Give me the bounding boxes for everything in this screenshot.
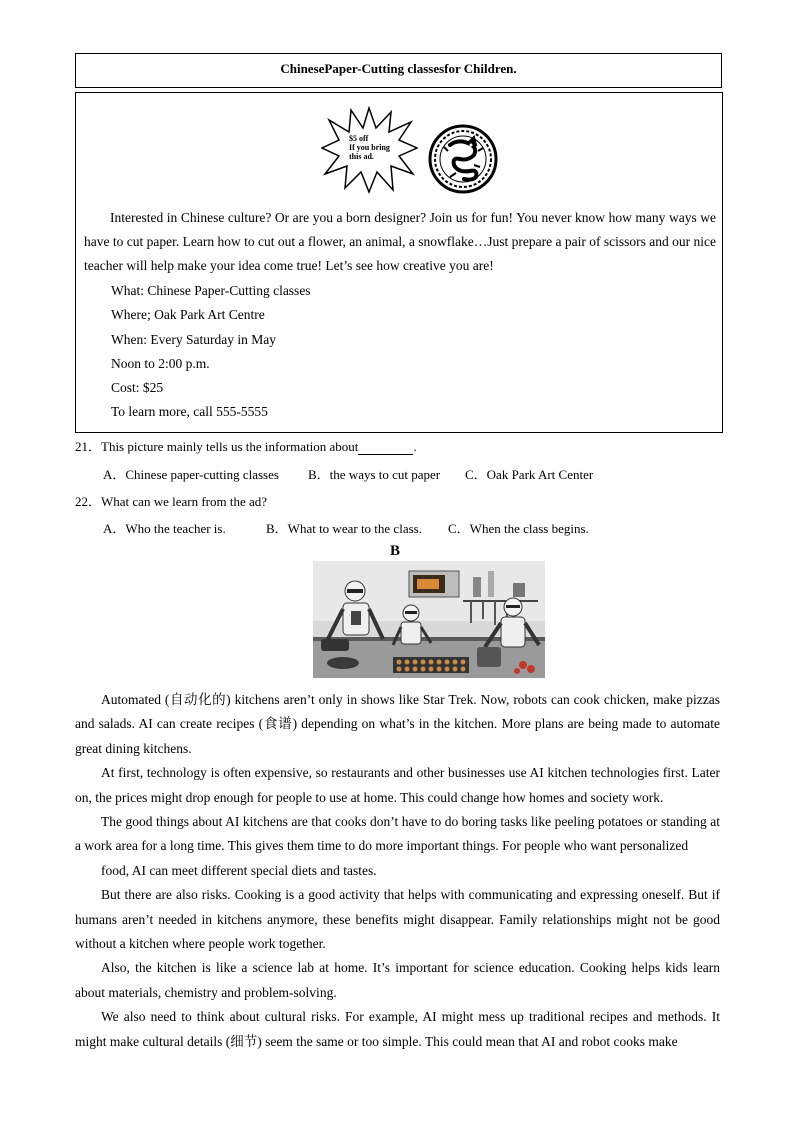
dragon-seal-icon — [428, 121, 498, 197]
robot-kitchen-image — [313, 561, 545, 678]
question-22: 22．What can we learn from the ad? — [75, 494, 268, 509]
section-b-label: B — [390, 543, 401, 559]
article-paragraph: At first, technology is often expensive, so restaurants and other businesses use AI kitchen technologies first. Later on, the prices might drop enough for people to use at home. This could change how homes and society work. — [75, 765, 720, 805]
burst-line: If you bring — [349, 143, 390, 152]
option-22-a: A．Who the teacher is. — [103, 521, 226, 536]
question-stem: 21．This picture mainly tells us the information about — [75, 439, 359, 454]
answer-blank — [358, 442, 413, 455]
option-22-b: B．What to wear to the class. — [266, 521, 422, 536]
article-paragraph: food, AI can meet different special diets and tastes. — [101, 862, 377, 878]
ad-time: Noon to 2:00 p.m. — [111, 356, 210, 371]
option-21-a: A．Chinese paper-cutting classes — [103, 467, 279, 482]
ad-cost: Cost: $25 — [111, 380, 164, 395]
article-paragraph: The good things about AI kitchens are that cooks don’t have to do boring tasks like peeling potatoes or standing at a work area for a long time. This gives them time to do more important things. For people who want personalized — [75, 814, 720, 854]
question-end: . — [413, 439, 417, 454]
article-paragraph: We also need to think about cultural risks. For example, AI might mess up traditional recipes and methods. It might make cultural details (细节) seem the same or too simple. This could mean that AI and robot cooks make — [75, 1009, 720, 1049]
ad-where: Where; Oak Park Art Centre — [111, 307, 265, 322]
ad-title: ChinesePaper-Cutting classesfor Children. — [75, 53, 722, 88]
ad-when: When: Every Saturday in May — [111, 332, 276, 347]
burst-line: $5 off — [349, 134, 369, 143]
question-21 — [75, 436, 417, 455]
article-paragraph: Also, the kitchen is like a science lab at home. It’s important for science education. Cooking helps kids learn about materials, chemistry and problem-solving. — [75, 960, 720, 1000]
option-21-b: B．the ways to cut paper — [308, 467, 441, 482]
article-paragraph: Automated (自动化的) kitchens aren’t only in shows like Star Trek. Now, robots can cook chicken, make pizzas and salads. AI can create recipes (食谱) depending on what’s in the kitchen. More plans are being made to automate great dining kitchens. — [75, 692, 720, 756]
option-21-c: C．Oak Park Art Center — [465, 467, 594, 482]
burst-line: this ad. — [349, 152, 374, 161]
ad-box — [75, 92, 723, 433]
ad-intro — [84, 206, 716, 278]
ad-contact: To learn more, call 555-5555 — [111, 404, 268, 419]
discount-text — [349, 134, 409, 161]
option-22-c: C．When the class begins. — [448, 521, 589, 536]
ad-intro-text: Interested in Chinese culture? Or are you a born designer? Join us for fun! You never know how many ways we have to cut paper. Learn how to cut out a flower, an animal, a snowflake…Just prepare a pair of scissors and our nice teacher will help make your idea come true! Let’s see how creative you are! — [84, 210, 716, 273]
article-paragraph: But there are also risks. Cooking is a good activity that helps with communicating and expressing oneself. But if humans aren’t needed in kitchens anymore, these benefits might disappear. Family relationships might not be good without a kitchen where people work together. — [75, 887, 720, 952]
article-body — [75, 688, 720, 1054]
ad-what: What: Chinese Paper-Cutting classes — [111, 283, 311, 298]
